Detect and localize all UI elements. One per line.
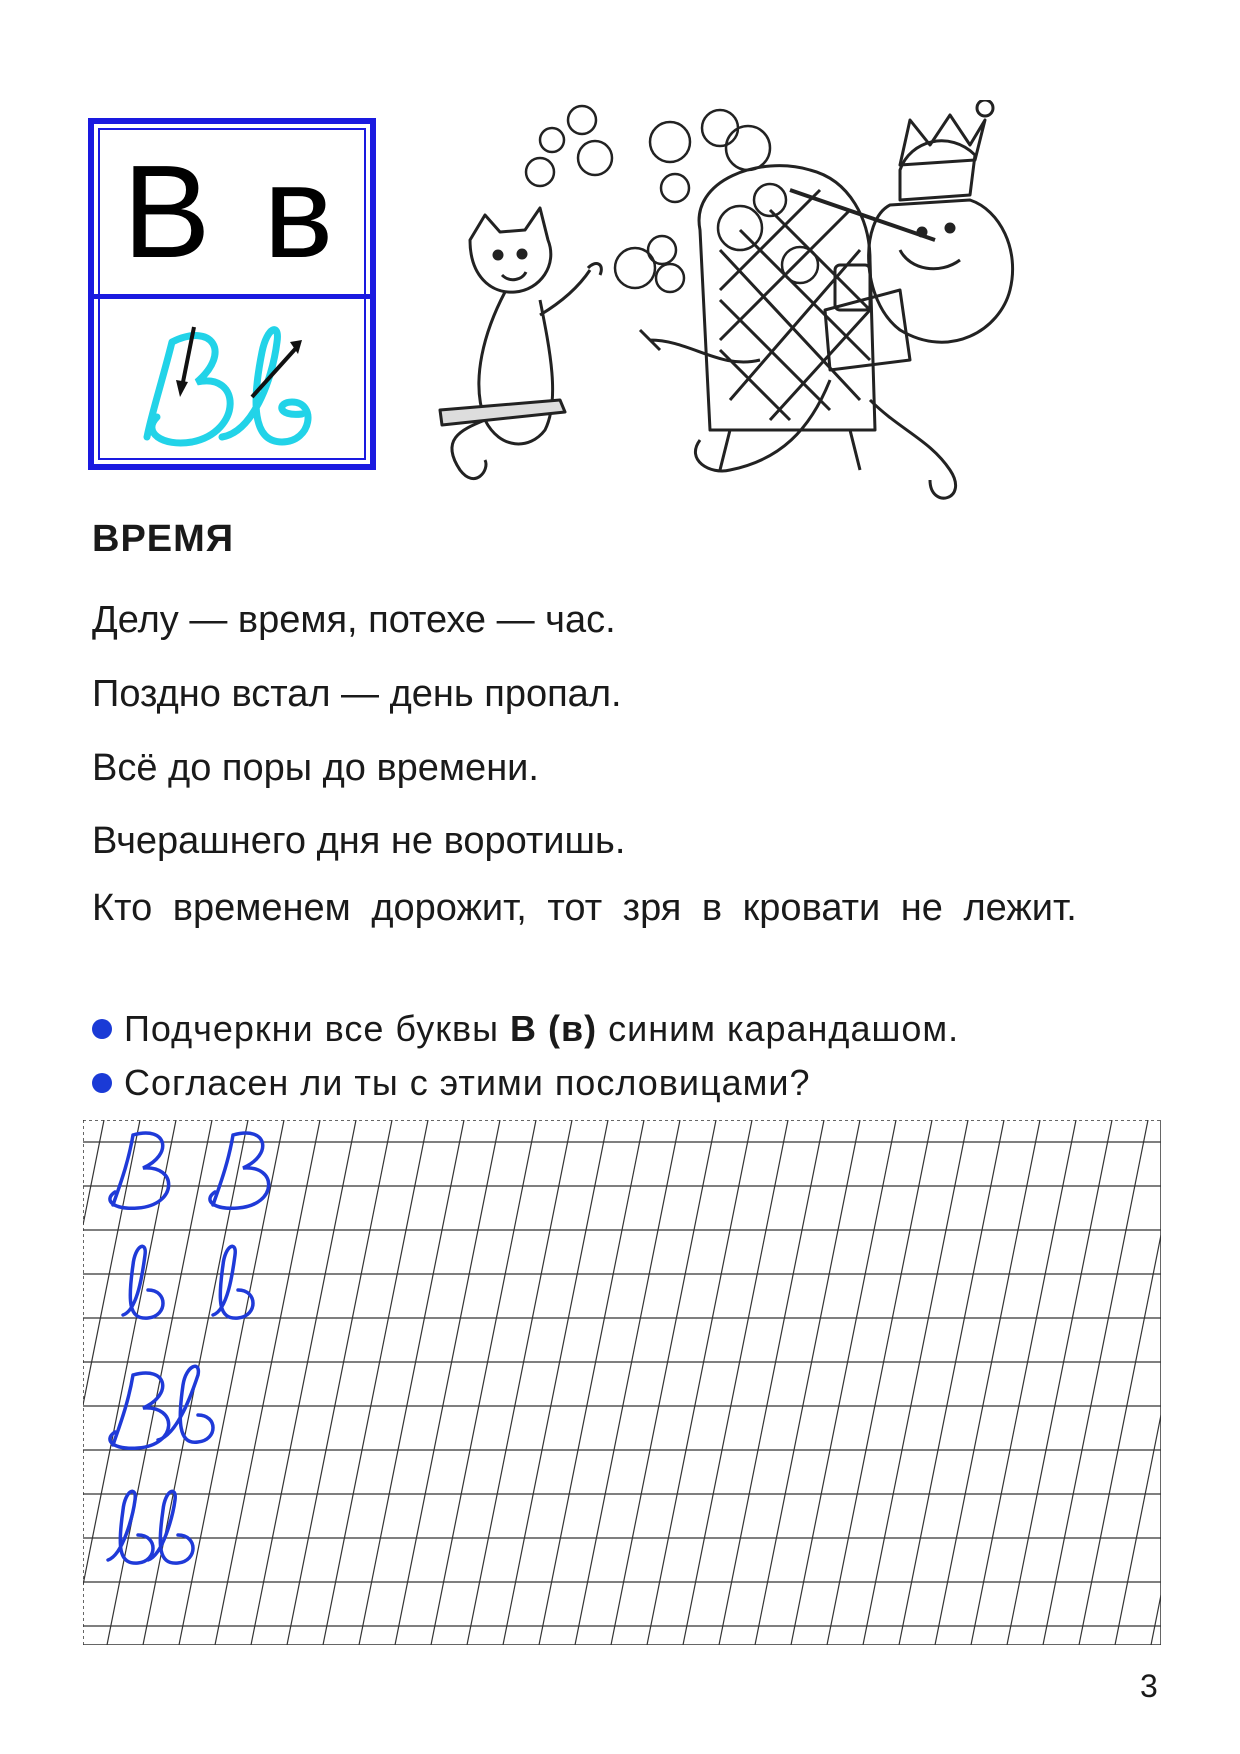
grid-line — [899, 1120, 1004, 1645]
letter-card-divider — [94, 294, 370, 299]
grid-line — [683, 1120, 788, 1645]
grid-line — [467, 1120, 572, 1645]
king-drawing — [640, 100, 1013, 498]
grid-line — [1151, 1595, 1161, 1645]
grid-line — [323, 1120, 428, 1645]
bullet-icon — [92, 1019, 112, 1039]
grid-line — [647, 1120, 752, 1645]
bubble — [615, 248, 655, 288]
grid-line — [1007, 1120, 1112, 1645]
script-letters-drawing — [102, 302, 362, 462]
bullet-icon — [92, 1073, 112, 1093]
cat-and-king-illustration — [430, 100, 1120, 530]
grid-line — [251, 1120, 356, 1645]
sample-capital-v-joined — [110, 1373, 169, 1448]
proverb-5: Кто временем дорожит, тот зря в кровати не лежит. — [92, 887, 1077, 929]
task-underline-letters — [92, 1008, 959, 1050]
proverb-4: Вчерашнего дня не воротишь. — [92, 820, 626, 862]
grid-line — [827, 1120, 932, 1645]
cat-drawing — [440, 208, 601, 479]
grid-line — [755, 1120, 860, 1645]
task-agree-question — [92, 1062, 811, 1104]
handwriting-practice-grid[interactable] — [83, 1120, 1161, 1645]
grid-line — [83, 1120, 104, 1225]
bubble — [526, 158, 554, 186]
proverb-3: Всё до поры до времени. — [92, 747, 539, 789]
grid-line — [611, 1120, 716, 1645]
grid-line — [503, 1120, 608, 1645]
grid-line — [863, 1120, 968, 1645]
grid-line — [287, 1120, 392, 1645]
sample-small-v-joined — [148, 1491, 193, 1563]
bubble — [661, 174, 689, 202]
bubble — [650, 122, 690, 162]
grid-line — [1079, 1235, 1161, 1645]
proverb-1: Делу — время, потехе — час. — [92, 599, 616, 641]
letter-card — [88, 118, 376, 470]
grid-line — [971, 1120, 1076, 1645]
task-text-bold: В (в) — [509, 1008, 598, 1049]
page-number: 3 — [1140, 1668, 1158, 1704]
sample-capital-v — [110, 1133, 169, 1208]
bubble — [578, 141, 612, 175]
bubble — [540, 128, 564, 152]
bubble — [702, 110, 738, 146]
bubble — [656, 264, 684, 292]
proverb-2: Поздно встал — день пропал. — [92, 673, 622, 715]
grid-line — [539, 1120, 644, 1645]
grid-line — [395, 1120, 500, 1645]
grid-line — [575, 1120, 680, 1645]
task-text-before: Подчеркни все буквы — [124, 1008, 510, 1049]
section-heading: ВРЕМЯ — [92, 518, 235, 560]
grid-line — [935, 1120, 1040, 1645]
task-text-after: синим карандашом. — [597, 1008, 960, 1049]
bubble — [726, 126, 770, 170]
task-text: Согласен ли ты с этими пословицами? — [124, 1062, 811, 1103]
print-letters: В в — [122, 138, 342, 285]
grid-line — [431, 1120, 536, 1645]
grid-line — [791, 1120, 896, 1645]
grid-line — [359, 1120, 464, 1645]
sample-capital-v — [210, 1133, 269, 1208]
stroke-arrow-down-head — [176, 380, 188, 397]
grid-lines — [83, 1120, 1161, 1645]
grid-line — [1043, 1120, 1148, 1645]
bubble — [568, 106, 596, 134]
grid-line — [215, 1120, 320, 1645]
grid-line — [719, 1120, 824, 1645]
